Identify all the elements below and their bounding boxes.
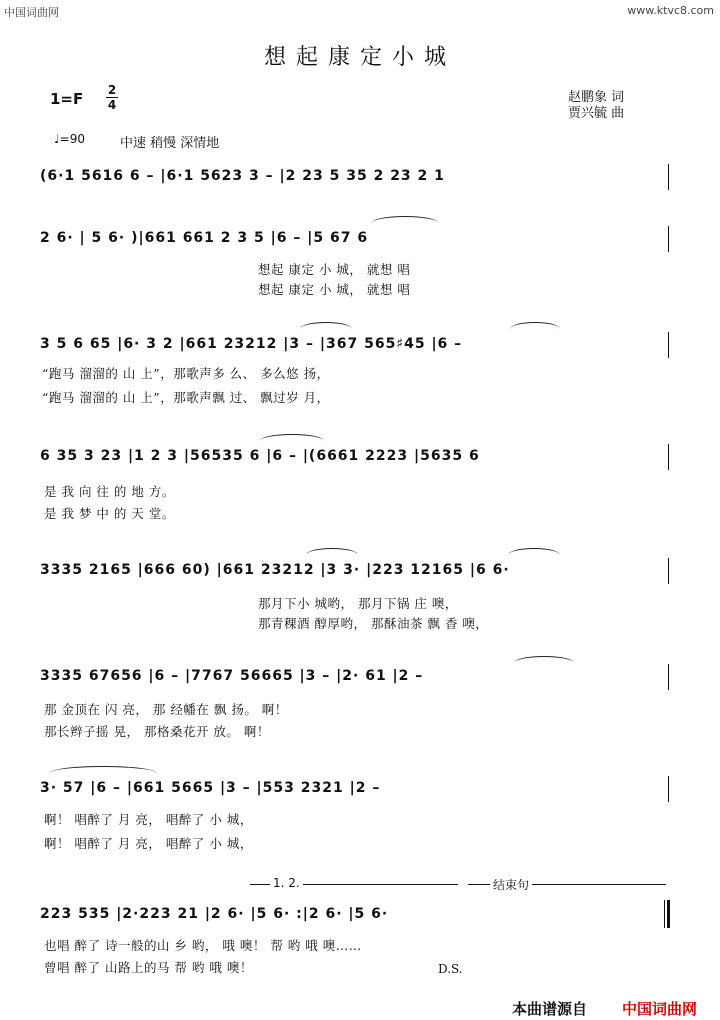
staff-notes: 223 535 |2·223 21 |2 6· |5 6· :|2 6· |5 6· — [40, 906, 389, 922]
lyric-verse-2: 想起 康定 小 城， 就想 唱 — [258, 282, 411, 297]
time-top: 2 — [107, 83, 117, 97]
barline — [668, 558, 669, 584]
barline — [668, 164, 669, 190]
ending-label: 结束句 — [490, 876, 532, 893]
key-signature: 1=F — [50, 90, 84, 108]
time-bottom: 4 — [107, 98, 117, 112]
lyric-verse-2: “跑马 溜溜的 山 上”，那歌声飘 过、 飘过岁 月， — [42, 390, 330, 405]
slur — [372, 216, 438, 223]
staff-notes: 3· 57 |6 – |661 5665 |3 – |553 2321 |2 – — [40, 780, 381, 796]
site-watermark-left: 中国词曲网 — [4, 6, 59, 19]
slur — [508, 548, 560, 555]
staff-notes: 3335 67656 |6 – |7767 56665 |3 – |2· 61 |2 – — [40, 668, 424, 684]
slur — [514, 656, 574, 663]
final-barline-thin — [664, 900, 665, 928]
staff-notes: 3 5 6 65 |6· 3 2 |661 23212 |3 – |367 565♯45 |6 – — [40, 336, 463, 352]
volta-label: 1. 2. — [270, 876, 303, 890]
time-signature — [106, 84, 118, 111]
lyric-verse-2: 啊！ 唱醉了 月 亮， 唱醉了 小 城， — [44, 836, 253, 851]
song-title: 想起康定小城 — [263, 45, 456, 70]
tempo-mark: ♩=90 — [54, 132, 85, 146]
slur — [510, 322, 560, 329]
barline — [668, 444, 669, 470]
slur — [306, 548, 358, 555]
lyric-verse-1: 想起 康定 小 城， 就想 唱 — [258, 262, 411, 277]
lyric-verse-2: 是 我 梦 中 的 天 堂。 — [44, 506, 175, 521]
lyric-verse-2: 曾唱 醉了 山路上的马 帮 哟 哦 噢！ — [44, 960, 253, 975]
lyric-verse-1: 那月下小 城哟， 那月下锅 庄 噢， — [258, 596, 458, 611]
footer-brand-link[interactable]: 中国词曲网 — [622, 1000, 698, 1018]
barline — [668, 776, 669, 802]
expression-mark: 中速 稍慢 深情地 — [120, 136, 220, 151]
lyric-verse-1: 啊！ 唱醉了 月 亮， 唱醉了 小 城， — [44, 812, 253, 827]
site-watermark-right: www.ktvc8.com — [627, 4, 714, 17]
composer: 贾兴毓 曲 — [568, 106, 625, 121]
lyric-verse-1: 是 我 向 往 的 地 方。 — [44, 484, 175, 499]
ds-mark: D.S. — [438, 962, 463, 976]
lyricist: 赵鹏象 词 — [568, 90, 625, 105]
footer-source-text: 本曲谱源自 — [512, 1000, 588, 1018]
lyric-verse-1: 也唱 醉了 诗一般的山 乡 哟， 哦 噢！ 帮 哟 哦 噢…… — [44, 938, 362, 953]
barline — [668, 332, 669, 358]
barline — [668, 226, 669, 252]
staff-notes: 3335 2165 |666 60) |661 23212 |3 3· |223 12165 |6 6· — [40, 562, 510, 578]
slur — [260, 434, 324, 441]
lyric-verse-2: 那青稞酒 醇厚哟， 那酥油茶 飘 香 噢， — [258, 616, 489, 631]
lyric-verse-1: 那 金顶在 闪 亮， 那 经幡在 飘 扬。 啊！ — [44, 702, 288, 717]
lyric-verse-2: 那长辫子摇 晃， 那格桑花开 放。 啊！ — [44, 724, 270, 739]
lyric-verse-1: “跑马 溜溜的 山 上”，那歌声多 么、 多么悠 扬， — [42, 366, 330, 381]
staff-notes: 6 35 3 23 |1 2 3 |56535 6 |6 – |(6661 2223 |5635 6 — [40, 448, 480, 464]
slur — [300, 322, 352, 329]
final-barline-thick — [667, 900, 670, 928]
barline — [668, 664, 669, 690]
staff-notes: 2 6· | 5 6· )|661 661 2 3 5 |6 – |5 67 6 — [40, 230, 369, 246]
slur — [50, 766, 156, 773]
staff-notes: (6·1 5616 6 – |6·1 5623 3 – |2 23 5 35 2 23 2 1 — [40, 168, 445, 184]
